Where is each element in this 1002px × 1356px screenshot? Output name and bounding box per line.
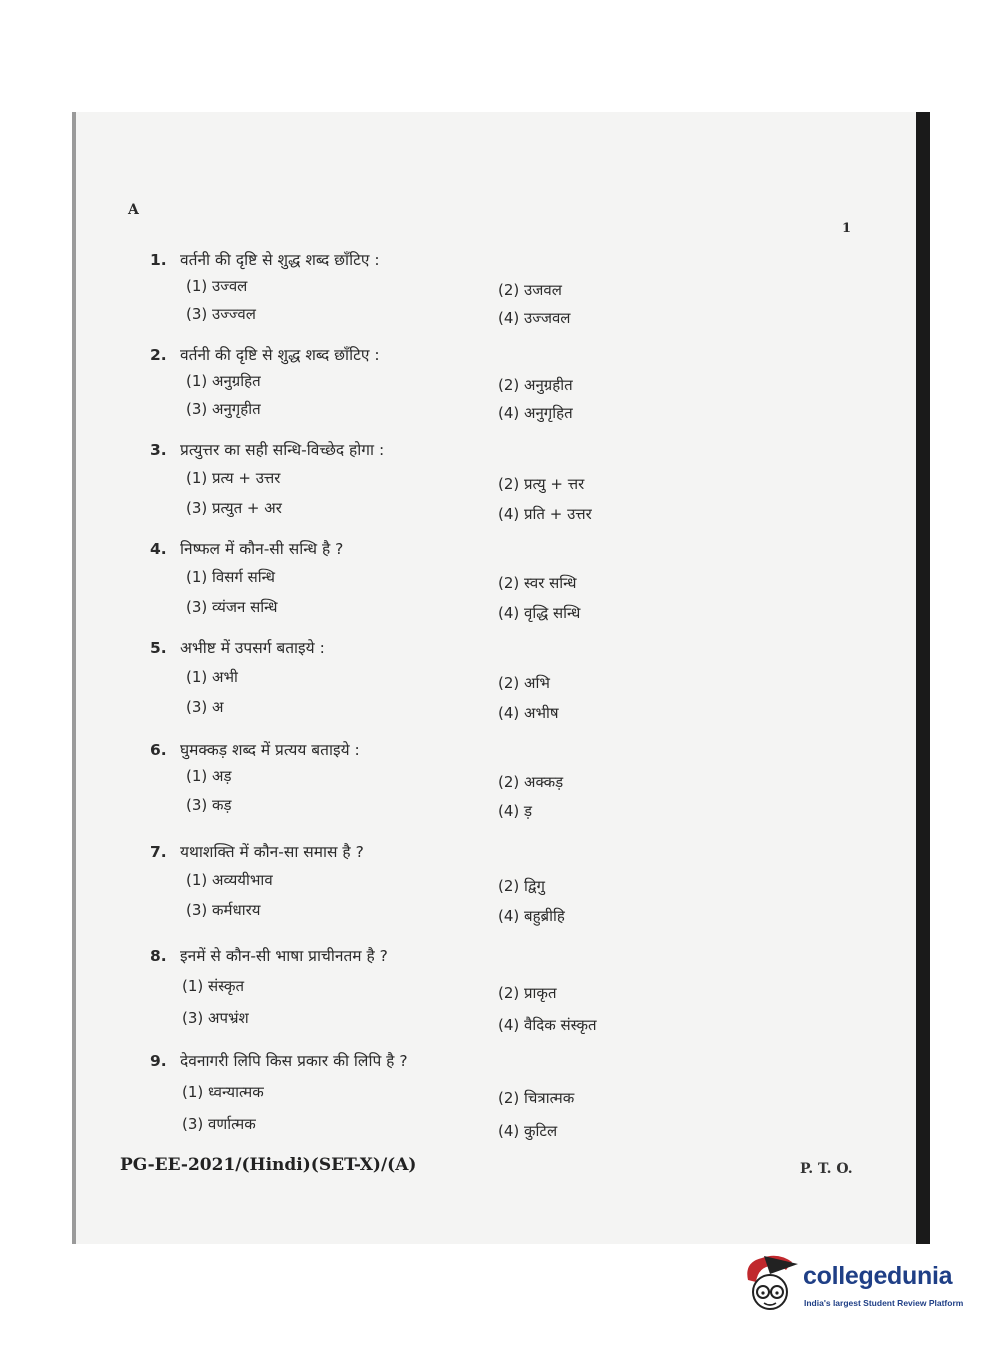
page-left-edge — [72, 112, 76, 1244]
question-number: 1. — [150, 251, 167, 269]
pto-label: P. T. O. — [800, 1161, 853, 1177]
question-2 — [150, 343, 670, 422]
option-1: (1) अभी — [186, 668, 238, 686]
question-1 — [150, 248, 670, 327]
option-3: (3) वर्णात्मक — [182, 1115, 256, 1133]
question-stem — [150, 537, 670, 559]
question-stem — [150, 944, 670, 966]
option-2: (2) अक्कड़ — [498, 773, 564, 791]
question-number: 3. — [150, 441, 167, 459]
question-6 — [150, 738, 670, 820]
question-4 — [150, 537, 670, 622]
question-text: देवनागरी लिपि किस प्रकार की लिपि है ? — [180, 1052, 408, 1070]
question-stem — [150, 840, 670, 862]
question-3 — [150, 438, 670, 523]
option-1: (1) अड़ — [186, 767, 232, 785]
question-stem — [150, 248, 670, 270]
option-3: (3) व्यंजन सन्धि — [186, 598, 278, 616]
option-2: (2) अभि — [498, 674, 550, 692]
mascot-icon — [740, 1252, 802, 1318]
option-2: (2) चित्रात्मक — [498, 1089, 575, 1107]
option-4: (4) अनुगृहित — [498, 404, 573, 422]
option-4: (4) वैदिक संस्कृत — [498, 1016, 597, 1034]
option-4: (4) प्रति + उत्तर — [498, 505, 592, 523]
option-2: (2) प्राकृत — [498, 984, 557, 1002]
question-stem — [150, 636, 670, 658]
question-8 — [150, 944, 670, 1034]
option-2: (2) प्रत्यु + त्तर — [498, 475, 585, 493]
option-1: (1) संस्कृत — [182, 977, 245, 995]
question-number: 5. — [150, 639, 167, 657]
question-number: 6. — [150, 741, 167, 759]
collegedunia-watermark — [740, 1252, 980, 1322]
question-number: 2. — [150, 346, 167, 364]
question-9 — [150, 1049, 670, 1140]
option-3: (3) अनुगृहीत — [186, 400, 261, 418]
option-4: (4) अभीष — [498, 704, 559, 722]
question-number: 7. — [150, 843, 167, 861]
question-5 — [150, 636, 670, 722]
option-1: (1) अनुग्रहित — [186, 372, 261, 390]
question-stem — [150, 343, 670, 365]
option-4: (4) वृद्धि सन्धि — [498, 604, 581, 622]
brand-name: collegedunia — [803, 1262, 953, 1290]
option-2: (2) द्विगु — [498, 877, 545, 895]
brand-tagline: India's largest Student Review Platform — [804, 1298, 964, 1308]
question-text: वर्तनी की दृष्टि से शुद्ध शब्द छाँटिए : — [180, 251, 380, 269]
question-text: अभीष्ट में उपसर्ग बताइये : — [180, 639, 325, 657]
option-3: (3) कड़ — [186, 796, 232, 814]
option-2: (2) उजवल — [498, 281, 562, 299]
question-stem — [150, 1049, 670, 1071]
option-1: (1) उज्वल — [186, 277, 248, 295]
option-1: (1) विसर्ग सन्धि — [186, 568, 275, 586]
question-text: इनमें से कौन-सी भाषा प्राचीनतम है ? — [180, 947, 388, 965]
question-stem — [150, 438, 670, 460]
option-2: (2) अनुग्रहीत — [498, 376, 573, 394]
option-1: (1) ध्वन्यात्मक — [182, 1083, 264, 1101]
option-4: (4) उज्जवल — [498, 309, 571, 327]
option-4: (4) कुटिल — [498, 1122, 558, 1140]
page-right-edge — [916, 112, 930, 1244]
option-3: (3) प्रत्युत + अर — [186, 499, 282, 517]
question-number: 9. — [150, 1052, 167, 1070]
option-3: (3) उज्ज्वल — [186, 305, 256, 323]
question-7 — [150, 840, 670, 925]
option-2: (2) स्वर सन्धि — [498, 574, 577, 592]
option-3: (3) अपभ्रंश — [182, 1009, 249, 1027]
question-text: निष्फल में कौन-सी सन्धि है ? — [180, 540, 344, 558]
option-4: (4) ड़ — [498, 802, 533, 820]
option-1: (1) अव्ययीभाव — [186, 871, 273, 889]
question-text: वर्तनी की दृष्टि से शुद्ध शब्द छाँटिए : — [180, 346, 380, 364]
paper-code: PG-EE-2021/(Hindi)(SET-X)/(A) — [120, 1155, 417, 1175]
question-text: घुमक्कड़ शब्द में प्रत्यय बताइये : — [180, 741, 360, 759]
question-number: 4. — [150, 540, 167, 558]
option-3: (3) अ — [186, 698, 224, 716]
option-3: (3) कर्मधारय — [186, 901, 261, 919]
question-stem — [150, 738, 670, 760]
question-number: 8. — [150, 947, 167, 965]
question-text: प्रत्युत्तर का सही सन्धि-विच्छेद होगा : — [180, 441, 385, 459]
question-text: यथाशक्ति में कौन-सा समास है ? — [180, 843, 364, 861]
option-1: (1) प्रत्य + उत्तर — [186, 469, 281, 487]
page-number: 1 — [842, 221, 852, 236]
set-code: A — [128, 202, 139, 218]
option-4: (4) बहुब्रीहि — [498, 907, 565, 925]
